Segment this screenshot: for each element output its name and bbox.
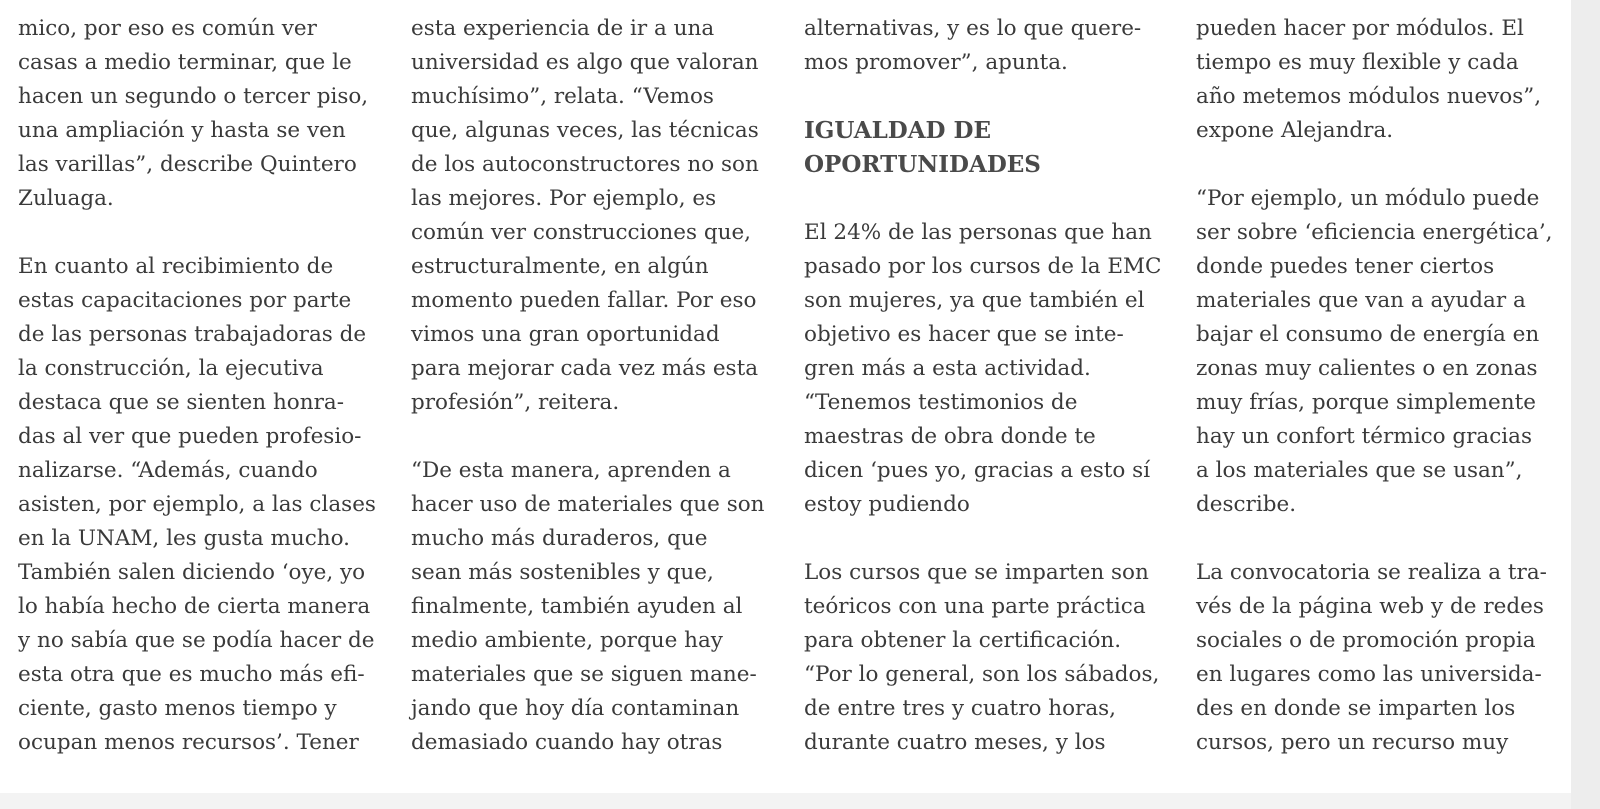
- text-line: donde puedes tener ciertos: [1196, 254, 1495, 279]
- text-line: estas capacitaciones por parte: [18, 288, 352, 313]
- text-line: mico, por eso es común ver: [18, 16, 317, 41]
- text-line: maestras de obra donde te: [804, 424, 1096, 449]
- text-line: demasiado cuando hay otras: [411, 730, 723, 755]
- text-line: También salen diciendo ‘oye, yo: [18, 560, 366, 585]
- text-line: profesión”, reitera.: [411, 390, 620, 415]
- text-line: objetivo es hacer que se inte-: [804, 322, 1124, 347]
- text-line: asisten, por ejemplo, a las clases: [18, 492, 376, 517]
- text-line: materiales que van a ayudar a: [1196, 288, 1526, 313]
- text-line: ser sobre ‘eficiencia energética’,: [1196, 220, 1553, 245]
- text-line: muy frías, porque simplemente: [1196, 390, 1536, 415]
- text-line: “Por ejemplo, un módulo puede: [1196, 186, 1540, 211]
- text-line: mos promover”, apunta.: [804, 50, 1068, 75]
- text-line: las varillas”, describe Quintero: [18, 152, 357, 177]
- article-column-1: [18, 12, 390, 760]
- text-line: sean más sostenibles y que,: [411, 560, 714, 585]
- text-line: de los autoconstructores no son: [411, 152, 759, 177]
- text-line: materiales que se siguen mane-: [411, 662, 757, 687]
- text-line: esta experiencia de ir a una: [411, 16, 715, 41]
- text-line: estoy pudiendo: [804, 492, 970, 517]
- text-line: hay un confort térmico gracias: [1196, 424, 1533, 449]
- text-line: son mujeres, ya que también el: [804, 288, 1145, 313]
- text-line: bajar el consumo de energía en: [1196, 322, 1540, 347]
- section-heading: IGUALDAD DE: [804, 117, 991, 144]
- text-line: [804, 182, 1176, 216]
- text-line: En cuanto al recibimiento de: [18, 254, 334, 279]
- text-line: hacen un segundo o tercer piso,: [18, 84, 369, 109]
- text-line: para obtener la certificación.: [804, 628, 1122, 653]
- text-line: [1196, 148, 1568, 182]
- text-line: muchísimo”, relata. “Vemos: [411, 84, 714, 109]
- text-line: medio ambiente, porque hay: [411, 628, 723, 653]
- text-line: hacer uso de materiales que son: [411, 492, 765, 517]
- text-line: finalmente, también ayuden al: [411, 594, 743, 619]
- text-line: año metemos módulos nuevos”,: [1196, 84, 1542, 109]
- text-line: expone Alejandra.: [1196, 118, 1394, 143]
- text-line: das al ver que pueden profesio-: [18, 424, 362, 449]
- text-line: teóricos con una parte práctica: [804, 594, 1146, 619]
- text-line: una ampliación y hasta se ven: [18, 118, 346, 143]
- text-line: [411, 420, 783, 454]
- text-line: jando que hoy día contaminan: [411, 696, 740, 721]
- article-column-3: [804, 12, 1176, 760]
- text-line: común ver construcciones que,: [411, 220, 752, 245]
- text-line: sociales o de promoción propia: [1196, 628, 1536, 653]
- text-line: en lugares como las universida-: [1196, 662, 1542, 687]
- text-line: durante cuatro meses, y los: [804, 730, 1106, 755]
- text-line: lo había hecho de cierta manera: [18, 594, 371, 619]
- text-line: [18, 216, 390, 250]
- text-line: para mejorar cada vez más esta: [411, 356, 759, 381]
- text-line: destaca que se sienten honra-: [18, 390, 344, 415]
- text-line: casas a medio terminar, que le: [18, 50, 352, 75]
- right-margin: [1571, 0, 1600, 809]
- text-line: de las personas trabajadoras de: [18, 322, 367, 347]
- text-line: ocupan menos recursos’. Tener: [18, 730, 359, 755]
- text-line: Los cursos que se imparten son: [804, 560, 1149, 585]
- text-line: estructuralmente, en algún: [411, 254, 709, 279]
- text-line: pueden hacer por módulos. El: [1196, 16, 1524, 41]
- text-line: mucho más duraderos, que: [411, 526, 708, 551]
- text-line: La convocatoria se realiza a tra-: [1196, 560, 1547, 585]
- text-line: Zuluaga.: [18, 186, 114, 211]
- text-line: “De esta manera, aprenden a: [411, 458, 731, 483]
- text-line: esta otra que es mucho más efi-: [18, 662, 365, 687]
- text-line: alternativas, y es lo que quere-: [804, 16, 1142, 41]
- text-line: en la UNAM, les gusta mucho.: [18, 526, 351, 551]
- text-line: universidad es algo que valoran: [411, 50, 759, 75]
- section-heading: OPORTUNIDADES: [804, 151, 1041, 178]
- text-line: [804, 522, 1176, 556]
- text-line: vimos una gran oportunidad: [411, 322, 720, 347]
- article-column-2: [411, 12, 783, 760]
- text-line: ciente, gasto menos tiempo y: [18, 696, 337, 721]
- text-line: que, algunas veces, las técnicas: [411, 118, 759, 143]
- article-column-4: [1196, 12, 1568, 760]
- text-line: dicen ‘pues yo, gracias a esto sí: [804, 458, 1151, 483]
- text-line: [1196, 522, 1568, 556]
- text-line: “Por lo general, son los sábados,: [804, 662, 1160, 687]
- text-line: y no sabía que se podía hacer de: [18, 628, 375, 653]
- text-line: a los materiales que se usan”,: [1196, 458, 1523, 483]
- text-line: “Tenemos testimonios de: [804, 390, 1078, 415]
- text-line: de entre tres y cuatro horas,: [804, 696, 1117, 721]
- text-line: pasado por los cursos de la EMC: [804, 254, 1162, 279]
- text-line: zonas muy calientes o en zonas: [1196, 356, 1538, 381]
- text-line: gren más a esta actividad.: [804, 356, 1091, 381]
- text-line: El 24% de las personas que han: [804, 220, 1152, 245]
- text-line: des en donde se imparten los: [1196, 696, 1516, 721]
- text-line: la construcción, la ejecutiva: [18, 356, 324, 381]
- text-line: nalizarse. “Además, cuando: [18, 458, 318, 483]
- text-line: vés de la página web y de redes: [1196, 594, 1544, 619]
- text-line: [804, 80, 1176, 114]
- text-line: tiempo es muy flexible y cada: [1196, 50, 1519, 75]
- text-line: momento pueden fallar. Por eso: [411, 288, 757, 313]
- bottom-margin: [0, 793, 1571, 809]
- text-line: las mejores. Por ejemplo, es: [411, 186, 717, 211]
- text-line: describe.: [1196, 492, 1297, 517]
- text-line: cursos, pero un recurso muy: [1196, 730, 1509, 755]
